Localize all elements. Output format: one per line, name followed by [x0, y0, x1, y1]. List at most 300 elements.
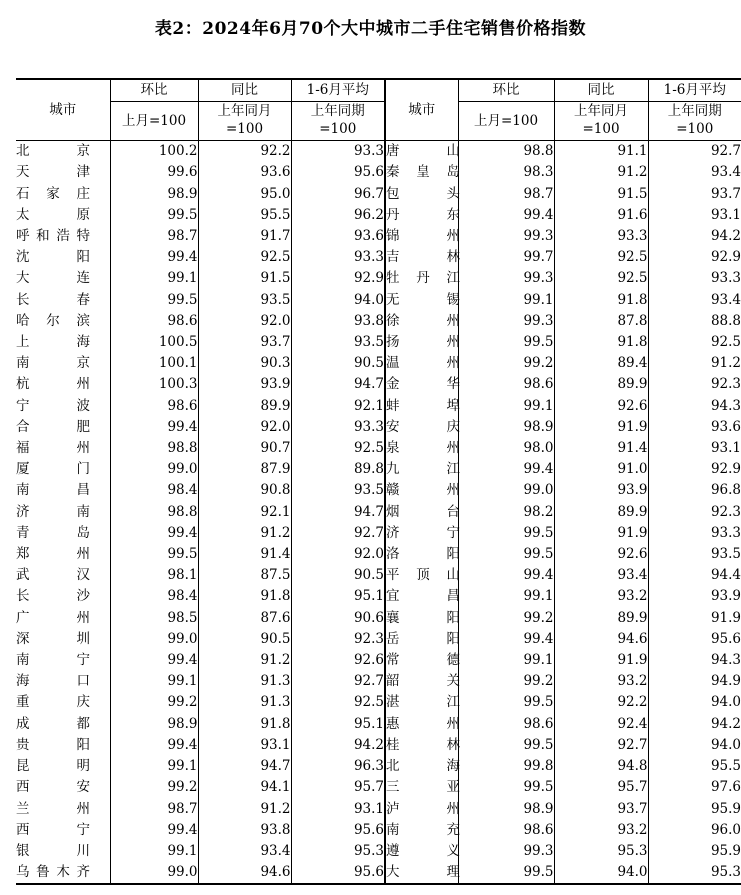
yoy-value: 93.2: [554, 671, 648, 692]
mom-value: 99.0: [458, 480, 554, 501]
right-city-cell: [385, 692, 458, 713]
yoy-value: 91.2: [198, 799, 291, 820]
table-title: 表2：2024年6月70个大中城市二手住宅销售价格指数: [154, 19, 587, 39]
avg-value: 94.9: [648, 671, 741, 692]
mom-value: 99.5: [458, 777, 554, 798]
avg-value: 94.7: [291, 502, 385, 523]
avg-value: 93.1: [648, 438, 741, 459]
avg-value: 96.2: [291, 205, 385, 226]
table-row: [16, 268, 741, 289]
yoy-value: 89.9: [554, 502, 648, 523]
city-name: 湛 江: [386, 694, 460, 711]
header-city-left: 城市: [16, 79, 110, 141]
mom-value: 99.4: [110, 523, 198, 544]
city-name: 西 宁: [16, 821, 90, 838]
yoy-value: 90.7: [198, 438, 291, 459]
city-name: 洛 阳: [386, 546, 460, 563]
yoy-value: 91.7: [198, 226, 291, 247]
left-city-cell: [16, 692, 110, 713]
header-mom-left: 环比: [110, 79, 198, 102]
mom-value: 99.5: [458, 332, 554, 353]
mom-value: 99.5: [110, 544, 198, 565]
city-name: 长 沙: [16, 588, 90, 605]
table-row: [16, 523, 741, 544]
avg-value: 92.6: [291, 650, 385, 671]
avg-value: 91.2: [648, 353, 741, 374]
avg-value: 92.7: [291, 671, 385, 692]
table-row: [16, 311, 741, 332]
avg-value: 94.4: [648, 565, 741, 586]
right-city-cell: [385, 226, 458, 247]
avg-value: 96.8: [648, 480, 741, 501]
city-name: 赣 州: [386, 482, 460, 499]
mom-value: 99.0: [110, 862, 198, 884]
city-name: 韶 关: [386, 673, 460, 690]
right-city-cell: [385, 608, 458, 629]
yoy-value: 90.5: [198, 629, 291, 650]
city-name: 三 亚: [386, 779, 460, 796]
yoy-value: 91.9: [554, 523, 648, 544]
avg-value: 95.6: [291, 162, 385, 183]
yoy-value: 91.8: [198, 714, 291, 735]
city-name: 厦 门: [16, 461, 90, 478]
table-row: [16, 353, 741, 374]
yoy-value: 93.7: [198, 332, 291, 353]
city-name: 昆 明: [16, 758, 90, 775]
city-name: 牡 丹 江: [386, 270, 460, 287]
mom-value: 98.8: [458, 141, 554, 163]
yoy-value: 91.9: [554, 650, 648, 671]
avg-value: 95.1: [291, 586, 385, 607]
yoy-value: 91.2: [198, 523, 291, 544]
yoy-value: 92.5: [198, 247, 291, 268]
yoy-value: 89.9: [554, 608, 648, 629]
mom-value: 98.8: [110, 502, 198, 523]
avg-value: 95.3: [648, 862, 741, 884]
city-name: 广 州: [16, 609, 90, 626]
mom-value: 98.6: [458, 374, 554, 395]
table-row: [16, 756, 741, 777]
table-row: [16, 841, 741, 862]
left-city-cell: [16, 226, 110, 247]
mom-value: 99.0: [110, 459, 198, 480]
yoy-value: 87.5: [198, 565, 291, 586]
city-name: 天 津: [16, 164, 90, 181]
mom-value: 98.1: [110, 565, 198, 586]
city-name: 海 口: [16, 673, 90, 690]
mom-value: 99.1: [458, 396, 554, 417]
right-city-cell: [385, 756, 458, 777]
avg-value: 93.4: [648, 162, 741, 183]
mom-value: 100.2: [110, 141, 198, 163]
table-row: [16, 162, 741, 183]
right-city-cell: [385, 777, 458, 798]
avg-value: 92.5: [291, 438, 385, 459]
right-city-cell: [385, 141, 458, 163]
avg-value: 95.3: [291, 841, 385, 862]
city-name: 包 头: [386, 185, 460, 202]
mom-value: 99.4: [458, 459, 554, 480]
table-row: [16, 226, 741, 247]
right-city-cell: [385, 523, 458, 544]
yoy-value: 91.0: [554, 459, 648, 480]
yoy-value: 94.1: [198, 777, 291, 798]
right-city-cell: [385, 862, 458, 884]
mom-value: 98.6: [110, 311, 198, 332]
left-city-cell: [16, 820, 110, 841]
city-name: 合 肥: [16, 418, 90, 435]
yoy-value: 95.0: [198, 184, 291, 205]
mom-value: 98.7: [110, 799, 198, 820]
mom-value: 99.4: [110, 820, 198, 841]
left-city-cell: [16, 184, 110, 205]
price-index-table: [16, 78, 741, 885]
city-name: 秦 皇 岛: [386, 164, 460, 181]
table-row: [16, 332, 741, 353]
avg-value: 95.6: [291, 862, 385, 884]
yoy-value: 90.8: [198, 480, 291, 501]
avg-value: 95.7: [291, 777, 385, 798]
mom-value: 98.8: [110, 438, 198, 459]
city-name: 无 锡: [386, 291, 460, 308]
right-city-cell: [385, 205, 458, 226]
right-city-cell: [385, 459, 458, 480]
mom-value: 98.9: [110, 714, 198, 735]
avg-value: 92.5: [648, 332, 741, 353]
city-name: 成 都: [16, 715, 90, 732]
city-name: 深 圳: [16, 630, 90, 647]
yoy-value: 91.3: [198, 692, 291, 713]
yoy-value: 91.3: [198, 671, 291, 692]
city-name: 南 昌: [16, 482, 90, 499]
header-yoy-base-right-text: 上年同月=100: [574, 103, 628, 138]
city-name: 济 宁: [386, 524, 460, 541]
city-name: 乌 鲁 木 齐: [16, 864, 90, 881]
yoy-value: 87.8: [554, 311, 648, 332]
left-city-cell: [16, 650, 110, 671]
city-name: 武 汉: [16, 567, 90, 584]
yoy-value: 92.5: [554, 247, 648, 268]
yoy-value: 89.4: [554, 353, 648, 374]
avg-value: 93.5: [648, 544, 741, 565]
yoy-value: 90.3: [198, 353, 291, 374]
left-city-cell: [16, 777, 110, 798]
yoy-value: 91.6: [554, 205, 648, 226]
mom-value: 99.2: [458, 671, 554, 692]
table-row: [16, 565, 741, 586]
table-row: [16, 735, 741, 756]
avg-value: 94.0: [291, 290, 385, 311]
city-name: 襄 阳: [386, 609, 460, 626]
yoy-value: 94.8: [554, 756, 648, 777]
header-mom-base-right: 上月=100: [458, 102, 554, 141]
yoy-value: 93.5: [198, 290, 291, 311]
right-city-cell: [385, 374, 458, 395]
city-name: 桂 林: [386, 736, 460, 753]
avg-value: 93.3: [291, 247, 385, 268]
mom-value: 99.2: [458, 353, 554, 374]
table-row: [16, 714, 741, 735]
city-name: 温 州: [386, 355, 460, 372]
avg-value: 93.6: [291, 226, 385, 247]
city-name: 扬 州: [386, 334, 460, 351]
table-row: [16, 205, 741, 226]
table-row: [16, 502, 741, 523]
yoy-value: 93.2: [554, 820, 648, 841]
avg-value: 93.3: [291, 417, 385, 438]
avg-value: 90.6: [291, 608, 385, 629]
avg-value: 92.0: [291, 544, 385, 565]
city-name: 兰 州: [16, 800, 90, 817]
table-row: [16, 417, 741, 438]
avg-value: 95.9: [648, 799, 741, 820]
avg-value: 92.3: [291, 629, 385, 650]
avg-value: 95.9: [648, 841, 741, 862]
left-city-cell: [16, 502, 110, 523]
mom-value: 99.2: [110, 777, 198, 798]
city-name: 安 庆: [386, 418, 460, 435]
avg-value: 96.3: [291, 756, 385, 777]
mom-value: 98.5: [110, 608, 198, 629]
city-name: 平 顶 山: [386, 567, 460, 584]
city-name: 丹 东: [386, 206, 460, 223]
avg-value: 89.8: [291, 459, 385, 480]
mom-value: 98.2: [458, 502, 554, 523]
yoy-value: 93.6: [198, 162, 291, 183]
city-name: 杭 州: [16, 376, 90, 393]
yoy-value: 92.0: [198, 417, 291, 438]
city-name: 北 京: [16, 143, 90, 160]
city-name: 贵 阳: [16, 736, 90, 753]
yoy-value: 94.0: [554, 862, 648, 884]
header-avg-base-left: [291, 102, 385, 141]
mom-value: 100.5: [110, 332, 198, 353]
header-yoy-base-left: [198, 102, 291, 141]
table-row: [16, 290, 741, 311]
avg-value: 94.0: [648, 735, 741, 756]
left-city-cell: [16, 374, 110, 395]
header-yoy-left: 同比: [198, 79, 291, 102]
mom-value: 100.1: [110, 353, 198, 374]
city-name: 北 海: [386, 758, 460, 775]
table-row: [16, 629, 741, 650]
yoy-value: 93.1: [198, 735, 291, 756]
city-name: 金 华: [386, 376, 460, 393]
left-city-cell: [16, 141, 110, 163]
right-city-cell: [385, 396, 458, 417]
table-row: [16, 480, 741, 501]
table-row: [16, 459, 741, 480]
city-name: 唐 山: [386, 143, 460, 160]
avg-value: 92.9: [291, 268, 385, 289]
left-city-cell: [16, 438, 110, 459]
avg-value: 93.6: [648, 417, 741, 438]
yoy-value: 94.6: [554, 629, 648, 650]
mom-value: 99.5: [458, 692, 554, 713]
mom-value: 99.8: [458, 756, 554, 777]
left-city-cell: [16, 671, 110, 692]
right-city-cell: [385, 714, 458, 735]
table-row: [16, 247, 741, 268]
yoy-value: 92.1: [198, 502, 291, 523]
right-city-cell: [385, 629, 458, 650]
city-name: 锦 州: [386, 228, 460, 245]
mom-value: 98.9: [110, 184, 198, 205]
mom-value: 99.3: [458, 311, 554, 332]
avg-value: 92.7: [648, 141, 741, 163]
left-city-cell: [16, 290, 110, 311]
left-city-cell: [16, 417, 110, 438]
left-city-cell: [16, 268, 110, 289]
right-city-cell: [385, 502, 458, 523]
yoy-value: 93.4: [198, 841, 291, 862]
header-yoy-base-right: [554, 102, 648, 141]
avg-value: 95.1: [291, 714, 385, 735]
left-city-cell: [16, 841, 110, 862]
left-city-cell: [16, 756, 110, 777]
left-city-cell: [16, 311, 110, 332]
city-name: 南 充: [386, 821, 460, 838]
yoy-value: 91.9: [554, 417, 648, 438]
yoy-value: 92.0: [198, 311, 291, 332]
mom-value: 99.1: [110, 268, 198, 289]
left-city-cell: [16, 459, 110, 480]
yoy-value: 91.5: [198, 268, 291, 289]
right-city-cell: [385, 841, 458, 862]
city-name: 南 京: [16, 355, 90, 372]
yoy-value: 89.9: [554, 374, 648, 395]
right-city-cell: [385, 565, 458, 586]
city-name: 呼 和 浩 特: [16, 228, 90, 245]
table-row: [16, 396, 741, 417]
city-name: 宁 波: [16, 397, 90, 414]
mom-value: 99.4: [458, 629, 554, 650]
city-name: 泸 州: [386, 800, 460, 817]
yoy-value: 93.9: [554, 480, 648, 501]
city-name: 哈 尔 滨: [16, 312, 90, 329]
mom-value: 98.9: [458, 417, 554, 438]
mom-value: 99.1: [110, 756, 198, 777]
left-city-cell: [16, 480, 110, 501]
right-city-cell: [385, 162, 458, 183]
left-city-cell: [16, 799, 110, 820]
table-row: [16, 586, 741, 607]
left-city-cell: [16, 735, 110, 756]
yoy-value: 91.2: [198, 650, 291, 671]
yoy-value: 93.9: [198, 374, 291, 395]
city-name: 常 德: [386, 652, 460, 669]
avg-value: 92.5: [291, 692, 385, 713]
avg-value: 93.3: [648, 523, 741, 544]
avg-value: 92.7: [291, 523, 385, 544]
mom-value: 98.6: [458, 714, 554, 735]
left-city-cell: [16, 396, 110, 417]
mom-value: 99.2: [110, 692, 198, 713]
right-city-cell: [385, 247, 458, 268]
yoy-value: 94.7: [198, 756, 291, 777]
mom-value: 99.5: [458, 523, 554, 544]
avg-value: 94.3: [648, 650, 741, 671]
header-avg-base-left-text: 上年同期=100: [310, 103, 365, 138]
city-name: 郑 州: [16, 546, 90, 563]
right-city-cell: [385, 184, 458, 205]
header-avg-base-right: [648, 102, 741, 141]
header-avg-base-right-text: 上年同期=100: [667, 103, 722, 138]
right-city-cell: [385, 735, 458, 756]
mom-value: 99.4: [458, 565, 554, 586]
avg-value: 93.8: [291, 311, 385, 332]
mom-value: 98.9: [458, 799, 554, 820]
yoy-value: 95.5: [198, 205, 291, 226]
left-city-cell: [16, 608, 110, 629]
mom-value: 99.4: [110, 247, 198, 268]
mom-value: 99.5: [458, 862, 554, 884]
avg-value: 96.7: [291, 184, 385, 205]
mom-value: 99.5: [458, 735, 554, 756]
city-name: 南 宁: [16, 652, 90, 669]
city-name: 泉 州: [386, 440, 460, 457]
yoy-value: 91.8: [554, 332, 648, 353]
yoy-value: 87.9: [198, 459, 291, 480]
table-row: [16, 544, 741, 565]
mom-value: 98.7: [110, 226, 198, 247]
table-row: [16, 820, 741, 841]
right-city-cell: [385, 799, 458, 820]
header-city-right: 城市: [385, 79, 458, 141]
city-name: 徐 州: [386, 312, 460, 329]
avg-value: 92.1: [291, 396, 385, 417]
city-name: 沈 阳: [16, 249, 90, 266]
header-avg-left: 1-6月平均: [291, 79, 385, 102]
mom-value: 99.7: [458, 247, 554, 268]
yoy-value: 93.3: [554, 226, 648, 247]
yoy-value: 87.6: [198, 608, 291, 629]
right-city-cell: [385, 417, 458, 438]
mom-value: 98.4: [110, 586, 198, 607]
city-name: 上 海: [16, 334, 90, 351]
avg-value: 91.9: [648, 608, 741, 629]
avg-value: 96.0: [648, 820, 741, 841]
yoy-value: 91.4: [198, 544, 291, 565]
mom-value: 99.0: [110, 629, 198, 650]
left-city-cell: [16, 162, 110, 183]
yoy-value: 91.8: [198, 586, 291, 607]
city-name: 惠 州: [386, 715, 460, 732]
yoy-value: 91.2: [554, 162, 648, 183]
avg-value: 97.6: [648, 777, 741, 798]
avg-value: 94.0: [648, 692, 741, 713]
table-row: [16, 650, 741, 671]
yoy-value: 91.4: [554, 438, 648, 459]
city-name: 岳 阳: [386, 630, 460, 647]
city-name: 青 岛: [16, 524, 90, 541]
avg-value: 92.3: [648, 502, 741, 523]
table-row: [16, 777, 741, 798]
avg-value: 92.3: [648, 374, 741, 395]
yoy-value: 92.7: [554, 735, 648, 756]
yoy-value: 92.2: [198, 141, 291, 163]
left-city-cell: [16, 629, 110, 650]
city-name: 长 春: [16, 291, 90, 308]
yoy-value: 95.7: [554, 777, 648, 798]
mom-value: 99.1: [458, 650, 554, 671]
city-name: 吉 林: [386, 249, 460, 266]
avg-value: 93.5: [291, 332, 385, 353]
avg-value: 92.9: [648, 247, 741, 268]
avg-value: 93.5: [291, 480, 385, 501]
city-name: 大 理: [386, 864, 460, 881]
table-row: [16, 799, 741, 820]
